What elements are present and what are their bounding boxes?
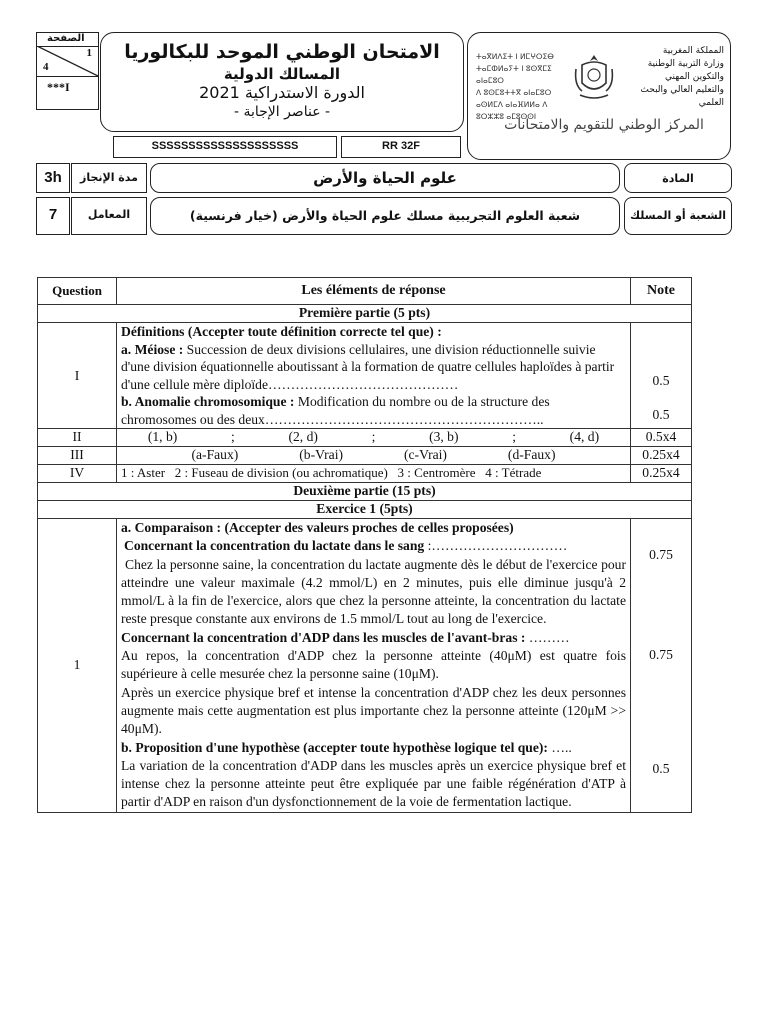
- tifinagh-line4: ⴰⵙⵍⵎⴷ ⴰⵏⴰⴼⵍⵍⴰ ⴷ ⵓⵔⵣⵣⵓ ⴰⵎⵓⵙⵙⵏ: [476, 100, 548, 121]
- q2-answers: [121, 429, 626, 445]
- e1-a-p3: Après un exercice physique bref et intense la concentration d'ADP chez les deux personnes augmente mais cette augmentation est plus importante chez la personne atteinte (120μM >> 40μM).: [121, 684, 626, 737]
- title-line3: الدورة الاستدراكية 2021: [199, 83, 365, 102]
- e1-b-p: La variation de la concentration d'ADP dans les muscles après un exercice physique bref et intense chez la personne atteinte peut être expliquée par une faible régénération d'ATP à partir d'ADP en raison d'un dysfonctionnement de la voie de fermentation lactique.: [121, 757, 626, 810]
- table-row: [38, 323, 692, 429]
- subject-label-box: [624, 163, 732, 193]
- coat-of-arms-icon: [572, 51, 616, 103]
- q3-ans-2: (b-Vrai): [299, 447, 343, 462]
- q2-ans-4: (4, d): [569, 429, 600, 444]
- section-row: [38, 501, 692, 519]
- tifinagh-line3: ⴷ ⵓⵙⵎⵓⵜⵜⴳ ⴰⵏⴰⵎⵓⵔ: [476, 88, 552, 97]
- q3-note: 0.25x4: [631, 447, 692, 465]
- q3-answers: [121, 447, 626, 463]
- part1-title: Première partie (5 pts): [38, 305, 692, 323]
- duration-value: 3h: [44, 169, 62, 186]
- page-total: 4: [43, 61, 49, 73]
- e1-note1: 0.75: [649, 547, 673, 562]
- q4-answer: 1 : Aster 2 : Fuseau de division (ou achromatique) 3 : Centromère 4 : Tétrade: [117, 465, 631, 483]
- title-line1: الامتحان الوطني الموحد للبكالوريا: [124, 41, 440, 63]
- subject-value: علوم الحياة والأرض: [313, 169, 457, 187]
- e1-b-heading: b. Proposition d'une hypothèse (accepter toute hypothèse logique tel que):: [121, 739, 548, 755]
- code-left: SSSSSSSSSSSSSSSSSSSS: [151, 140, 299, 152]
- q1-note-a: 0.5: [652, 373, 670, 388]
- col-note: Note: [631, 278, 692, 305]
- q1-b-label: b. Anomalie chromosomique :: [121, 394, 295, 409]
- e1-a-heading: a. Comparaison : (Accepter des valeurs proches de celles proposées): [121, 520, 514, 535]
- q1-note-b: 0.5: [652, 407, 670, 422]
- q4-num: IV: [38, 465, 117, 483]
- page-info-box: [36, 32, 99, 110]
- duration-label-box: [71, 163, 147, 193]
- code-box-left: [113, 136, 337, 158]
- answer-table: [37, 277, 692, 813]
- q2-ans-3: (3, b): [429, 429, 459, 444]
- duration-value-box: [36, 163, 70, 193]
- page-label: الصفحة: [47, 33, 85, 44]
- e1-a-sub2-dots: ………: [525, 629, 570, 645]
- q2-sep-2: ;: [371, 429, 376, 444]
- page-divider-h2: [37, 76, 98, 77]
- section-row: [38, 305, 692, 323]
- q3-answer: [117, 447, 631, 465]
- q3-ans-3: (c-Vrai): [403, 447, 447, 462]
- title-line2: المسالك الدولية: [223, 65, 341, 83]
- col-question: Question: [38, 278, 117, 305]
- q2-num: II: [38, 429, 117, 447]
- q1-notes: [631, 323, 692, 429]
- q2-sep-1: ;: [230, 429, 235, 444]
- table-header-row: [38, 278, 692, 305]
- table-row: [38, 429, 692, 447]
- col-elements: Les éléments de réponse: [117, 278, 631, 305]
- branch-label: الشعبة أو المسلك: [630, 209, 726, 222]
- q1-a: [121, 341, 626, 394]
- exercise1-title: Exercice 1 (5pts): [38, 501, 692, 519]
- page-number: 1: [86, 47, 92, 59]
- ministry-line1: المملكة المغربية: [662, 46, 724, 56]
- code-box-right: [341, 136, 461, 158]
- coef-label: المعامل: [87, 208, 131, 221]
- ministry-line3: والتكوين المهني: [665, 72, 724, 82]
- ministry-line2: وزارة التربية الوطنية: [647, 59, 724, 69]
- tifinagh-line1: ⵜⴰⴳⵍⴷⵉⵜ ⵏ ⵍⵎⵖⵔⵉⴱ: [476, 52, 554, 61]
- coef-value-box: [36, 197, 70, 235]
- tifinagh-line2: ⵜⴰⵎⵀⵍⴰⵢⵜ ⵏ ⵓⵙⴳⵎⵉ ⴰⵏⴰⵎⵓⵔ: [476, 64, 552, 85]
- q1-a-text: Succession de deux divisions cellulaires, une division réductionnelle suivie d'une division équationnelle aboutissant à la formation de quatre cellules haploïdes à partir d'une cellule mère diploïde……………………………………: [121, 341, 615, 392]
- q2-answer: [117, 429, 631, 447]
- subject-label: المادة: [662, 172, 694, 185]
- q1-b: [121, 393, 626, 428]
- part2-title: Deuxième partie (15 pts): [38, 483, 692, 501]
- e1-a-sub1: [121, 537, 626, 555]
- e1-note3: 0.5: [652, 761, 670, 776]
- title-line4: - عناصر الإجابة -: [233, 104, 331, 120]
- branch-value: شعبة العلوم التجريبية مسلك علوم الحياة والأرض (خيار فرنسية): [189, 208, 581, 223]
- e1-answer: [117, 519, 631, 813]
- e1-b-heading-line: [121, 739, 626, 757]
- e1-a-sub2: [121, 629, 626, 647]
- ministry-box: [467, 32, 731, 160]
- e1-note2: 0.75: [649, 647, 673, 662]
- code-right: RR 32F: [382, 140, 420, 152]
- q2-ans-1: (1, b): [147, 429, 178, 444]
- q3-ans-1: (a-Faux): [191, 447, 239, 462]
- q1-answer: [117, 323, 631, 429]
- q4-note: 0.25x4: [631, 465, 692, 483]
- title-box: [100, 32, 464, 132]
- coef-label-box: [71, 197, 147, 235]
- branch-label-box: [624, 197, 732, 235]
- e1-a-sub1-dots: :…………………………: [424, 538, 568, 554]
- q3-ans-4: (d-Faux): [507, 447, 556, 462]
- q1-num: I: [38, 323, 117, 429]
- table-row: [38, 519, 692, 813]
- q1-b-text: Modification du nombre ou de la structure des chromosomes ou des deux……………………………………………………..: [121, 394, 550, 427]
- q1-heading: Définitions (Accepter toute définition correcte tel que) :: [121, 324, 442, 339]
- e1-notes: [631, 519, 692, 813]
- q1-a-label: a. Méiose :: [121, 341, 184, 357]
- session-mark: ***I: [47, 80, 70, 94]
- q3-num: III: [38, 447, 117, 465]
- section-row: [38, 483, 692, 501]
- q2-note: 0.5x4: [631, 429, 692, 447]
- branch-value-box: [150, 197, 620, 235]
- table-row: [38, 447, 692, 465]
- ministry-block: [614, 45, 724, 110]
- tifinagh-block: [476, 51, 560, 123]
- e1-a-p1: Chez la personne saine, la concentration du lactate augmente dès le début de l'exercice pour atteindre une valeur maximale (4.2 mmol/L) en 2 minutes, puis elle diminue jusqu'à 2 mmol/L à la fin de l'exercice, alors que chez la personne atteinte, la concentration du lactate reste presque constante aux environs de 1.5 mmol/L tout au long de l'exercice.: [121, 556, 626, 627]
- ministry-line4: والتعليم العالي والبحث العلمي: [640, 85, 724, 108]
- subject-value-box: [150, 163, 620, 193]
- table-row: [38, 465, 692, 483]
- e1-a-sub2-label: Concernant la concentration d'ADP dans les muscles de l'avant-bras :: [121, 629, 526, 645]
- coef-value: 7: [48, 206, 58, 223]
- q2-sep-3: ;: [512, 429, 516, 444]
- e1-num: 1: [38, 519, 117, 813]
- center-name: المركز الوطني للتقويم والامتحانات: [504, 117, 704, 133]
- duration-label: مدة الإنجاز: [80, 171, 138, 184]
- e1-a-sub1-label: Concernant la concentration du lactate dans le sang: [124, 538, 425, 554]
- q2-ans-2: (2, d): [288, 429, 318, 444]
- e1-a-p2: Au repos, la concentration d'ADP chez la personne atteinte (40μM) est quatre fois supérieure à celle mesurée chez la personne saine (10μM).: [121, 648, 626, 682]
- e1-b-dots: …..: [547, 739, 572, 755]
